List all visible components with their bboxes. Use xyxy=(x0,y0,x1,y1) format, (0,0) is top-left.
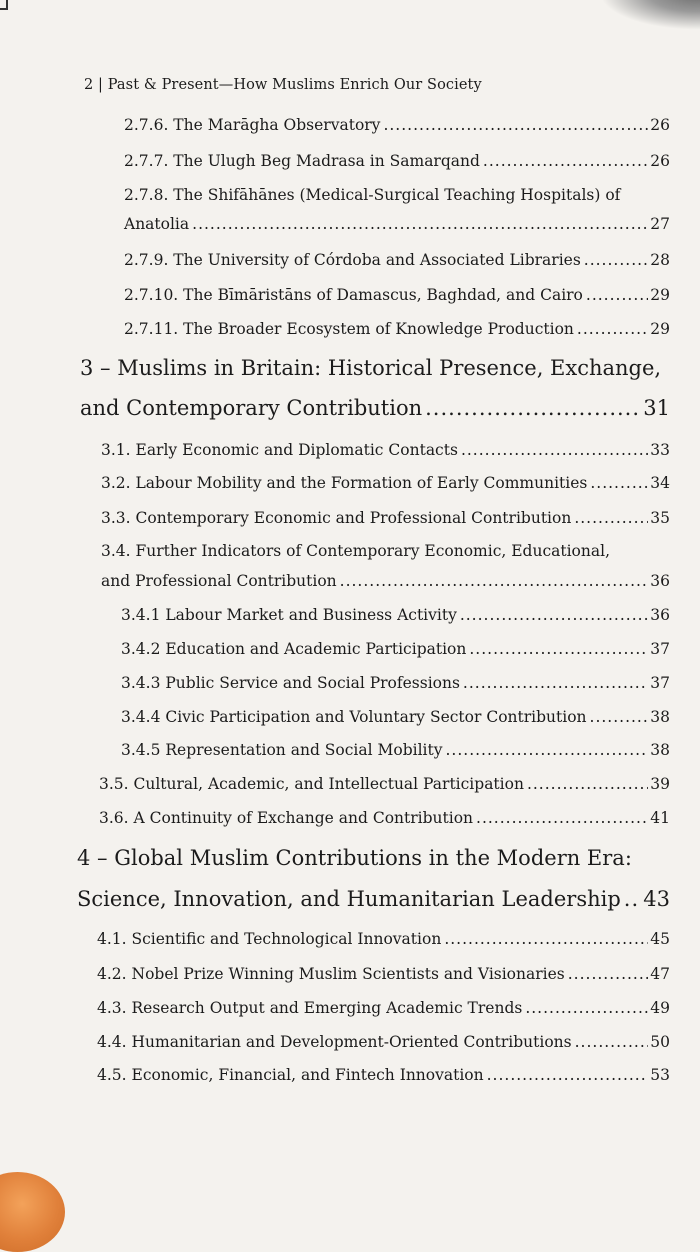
toc-leader-dots xyxy=(575,1033,649,1051)
toc-entry-page: 41 xyxy=(650,809,670,827)
toc-entry-title: 2.7.6. The Marāgha Observatory xyxy=(124,116,381,134)
toc-entry[interactable] xyxy=(124,320,670,338)
toc-leader-dots xyxy=(574,509,648,527)
toc-entry[interactable] xyxy=(101,441,670,459)
toc-entry-page: 26 xyxy=(650,116,670,134)
toc-entry-page: 33 xyxy=(650,441,670,459)
toc-entry-title: 4.4. Humanitarian and Development-Oriented Contributions xyxy=(97,1033,572,1051)
toc-entry-page: 49 xyxy=(650,999,670,1017)
toc-entry-page: 36 xyxy=(650,572,670,590)
toc-entry[interactable] xyxy=(121,606,670,624)
toc-entry[interactable] xyxy=(121,741,670,759)
toc-entry[interactable] xyxy=(101,474,670,492)
toc-leader-dots xyxy=(568,965,649,983)
toc-leader-dots xyxy=(527,775,648,793)
toc-leader-dots xyxy=(590,708,649,726)
toc-leader-dots xyxy=(383,116,648,134)
chapter-title-line1[interactable]: 4 – Global Muslim Contributions in the Modern Era: xyxy=(77,846,632,870)
toc-entry[interactable] xyxy=(101,572,670,590)
toc-leader-dots xyxy=(444,930,648,948)
toc-entry-title: 3.5. Cultural, Academic, and Intellectual Participation xyxy=(99,775,524,793)
toc-entry-title: 3.6. A Continuity of Exchange and Contribution xyxy=(99,809,474,827)
toc-entry-page: 35 xyxy=(650,509,670,527)
toc-leader-dots xyxy=(476,809,648,827)
toc-entry-page: 26 xyxy=(650,152,670,170)
chapter-page: 31 xyxy=(643,396,670,420)
toc-entry-page: 53 xyxy=(650,1066,670,1084)
toc-leader-dots xyxy=(586,286,648,304)
toc-entry[interactable] xyxy=(97,999,670,1017)
toc-entry[interactable] xyxy=(121,674,670,692)
toc-leader-dots xyxy=(460,606,648,624)
toc-entry[interactable] xyxy=(124,116,670,134)
toc-leader-dots xyxy=(469,640,648,658)
toc-leader-dots xyxy=(425,396,641,420)
toc-entry[interactable] xyxy=(99,775,670,793)
toc-entry-title: 3.1. Early Economic and Diplomatic Contacts xyxy=(101,441,458,459)
toc-entry-title: 4.3. Research Output and Emerging Academic Trends xyxy=(97,999,523,1017)
toc-leader-dots xyxy=(446,741,649,759)
toc-entry[interactable] xyxy=(97,965,670,983)
toc-leader-dots xyxy=(624,887,641,911)
toc-entry-title: 3.4.3 Public Service and Social Professions xyxy=(121,674,460,692)
toc-entry-title: 3.4.4 Civic Participation and Voluntary Sector Contribution xyxy=(121,708,587,726)
toc-entry[interactable] xyxy=(121,640,670,658)
toc-entry-page: 34 xyxy=(650,474,670,492)
toc-entry-title: 4.2. Nobel Prize Winning Muslim Scientists and Visionaries xyxy=(97,965,565,983)
chapter-title: and Contemporary Contribution xyxy=(80,396,423,420)
corner-mark xyxy=(0,0,8,10)
toc-entry[interactable] xyxy=(124,286,670,304)
toc-entry-page: 27 xyxy=(650,215,670,233)
toc-leader-dots xyxy=(590,474,648,492)
toc-leader-dots xyxy=(461,441,648,459)
toc-entry-page: 28 xyxy=(650,251,670,269)
toc-entry[interactable] xyxy=(124,152,670,170)
toc-entry-page: 39 xyxy=(650,775,670,793)
toc-leader-dots xyxy=(483,152,648,170)
toc-entry-title: 3.3. Contemporary Economic and Professional Contribution xyxy=(101,509,572,527)
toc-entry-title: 2.7.9. The University of Córdoba and Associated Libraries xyxy=(124,251,581,269)
toc-entry[interactable] xyxy=(121,708,670,726)
thumb-shape xyxy=(0,1172,65,1252)
toc-entry-page: 47 xyxy=(650,965,670,983)
toc-entry-page: 29 xyxy=(650,320,670,338)
toc-leader-dots xyxy=(584,251,648,269)
toc-entry-page: 29 xyxy=(650,286,670,304)
toc-entry-page: 38 xyxy=(650,741,670,759)
toc-leader-dots xyxy=(487,1066,649,1084)
toc-entry-page: 37 xyxy=(650,640,670,658)
chapter-title: Science, Innovation, and Humanitarian Leadership xyxy=(77,887,621,911)
toc-entry[interactable] xyxy=(97,930,670,948)
toc-entry[interactable] xyxy=(97,1066,670,1084)
toc-entry[interactable] xyxy=(124,251,670,269)
toc-entry-title: 3.4.2 Education and Academic Participation xyxy=(121,640,467,658)
toc-entry-page: 45 xyxy=(650,930,670,948)
chapter-entry[interactable] xyxy=(80,396,670,420)
toc-entry[interactable] xyxy=(124,215,670,233)
toc-leader-dots xyxy=(577,320,648,338)
toc-entry-title: 4.5. Economic, Financial, and Fintech Innovation xyxy=(97,1066,484,1084)
toc-entry-page: 50 xyxy=(650,1033,670,1051)
toc-leader-dots xyxy=(525,999,648,1017)
toc-leader-dots xyxy=(463,674,648,692)
toc-entry-title-line1[interactable]: 3.4. Further Indicators of Contemporary Economic, Educational, xyxy=(101,542,610,560)
toc-entry-title-line1[interactable]: 2.7.8. The Shifāhānes (Medical-Surgical Teaching Hospitals) of xyxy=(124,186,621,204)
toc-entry-title: 4.1. Scientific and Technological Innovation xyxy=(97,930,442,948)
toc-entry[interactable] xyxy=(97,1033,670,1051)
running-header: 2 | Past & Present—How Muslims Enrich Our Society xyxy=(84,77,482,93)
toc-leader-dots xyxy=(340,572,649,590)
toc-entry[interactable] xyxy=(99,809,670,827)
toc-entry-title: 2.7.7. The Ulugh Beg Madrasa in Samarqand xyxy=(124,152,480,170)
page-corner-shadow xyxy=(600,0,700,30)
toc-entry-title: 3.4.5 Representation and Social Mobility xyxy=(121,741,443,759)
toc-entry-title: 2.7.11. The Broader Ecosystem of Knowledge Production xyxy=(124,320,574,338)
toc-entry-title: and Professional Contribution xyxy=(101,572,337,590)
toc-entry-title: 2.7.10. The Bīmāristāns of Damascus, Baghdad, and Cairo xyxy=(124,286,583,304)
toc-entry-title: 3.2. Labour Mobility and the Formation of Early Communities xyxy=(101,474,588,492)
toc-entry-page: 36 xyxy=(650,606,670,624)
toc-entry-title: Anatolia xyxy=(124,215,190,233)
toc-entry-page: 38 xyxy=(650,708,670,726)
chapter-page: 43 xyxy=(643,887,670,911)
chapter-title-line1[interactable]: 3 – Muslims in Britain: Historical Presence, Exchange, xyxy=(80,356,662,380)
toc-entry[interactable] xyxy=(101,509,670,527)
toc-entry-page: 37 xyxy=(650,674,670,692)
toc-leader-dots xyxy=(192,215,648,233)
chapter-entry[interactable] xyxy=(77,887,670,911)
toc-entry-title: 3.4.1 Labour Market and Business Activity xyxy=(121,606,457,624)
